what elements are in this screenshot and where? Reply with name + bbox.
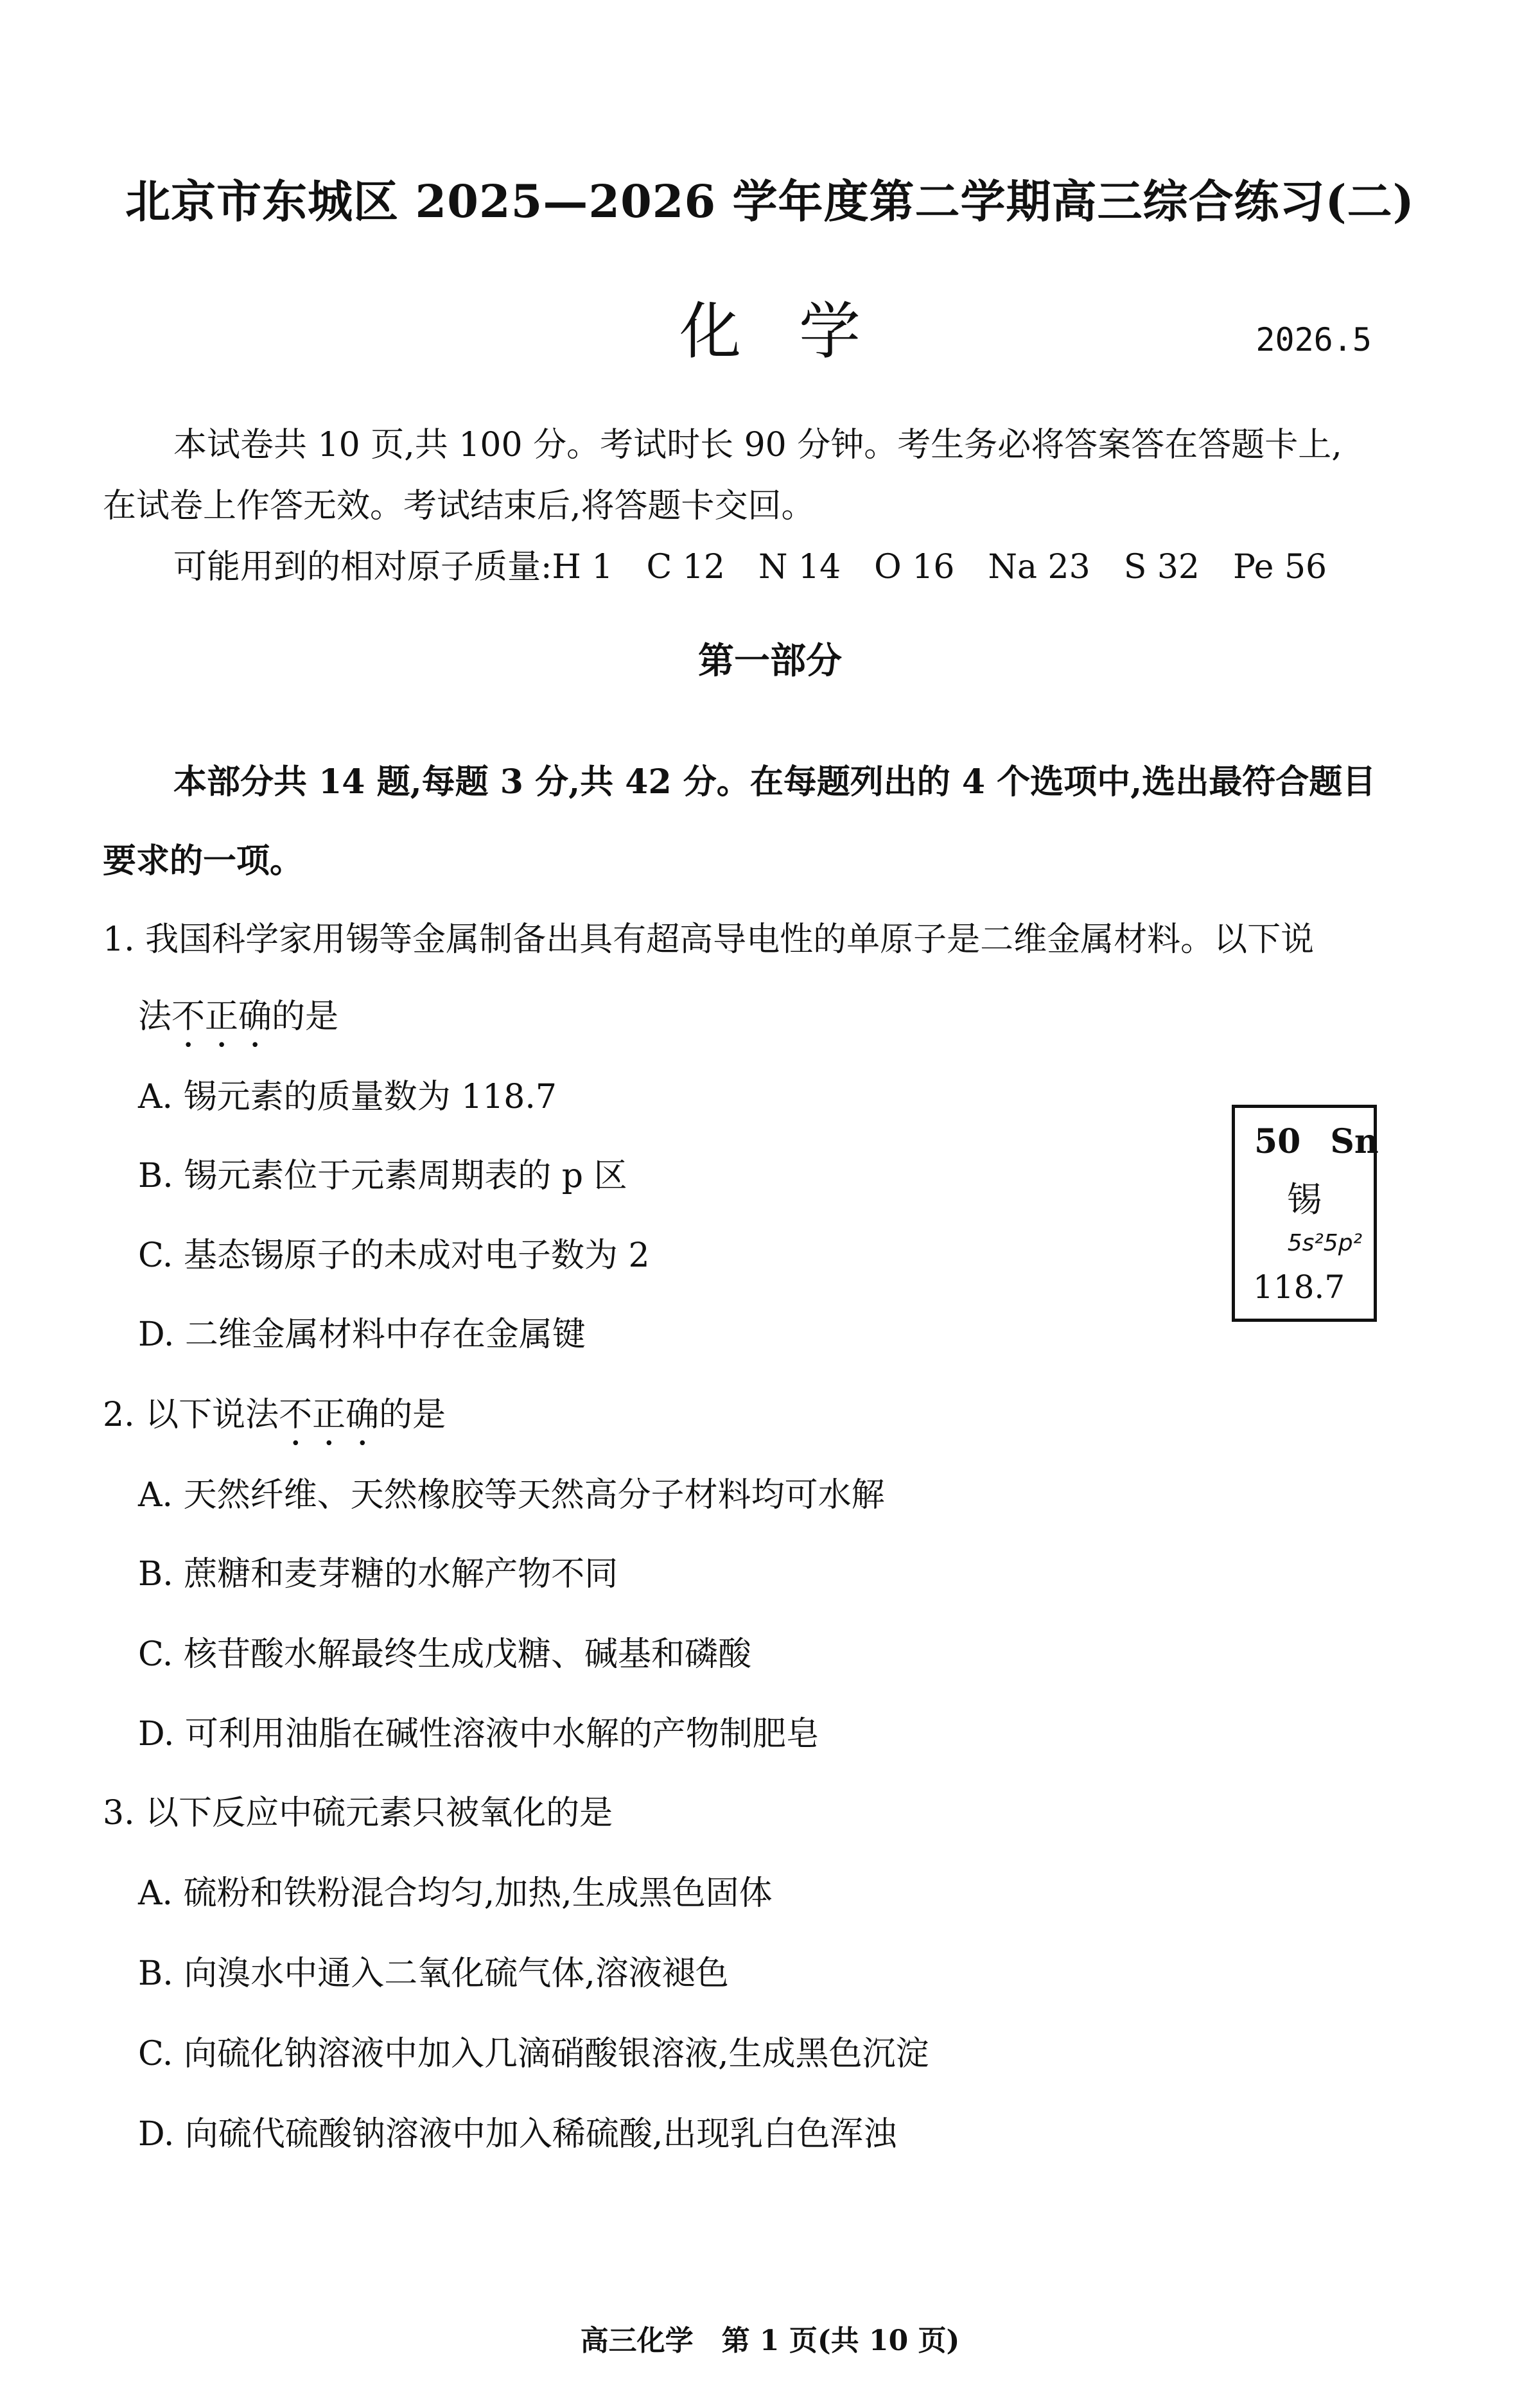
question-1-option-b: B. 锡元素位于元素周期表的 p 区: [138, 1157, 627, 1195]
element-card-header: [1254, 1122, 1379, 1161]
question-3-option-c: C. 向硫化钠溶液中加入几滴硝酸银溶液,生成黑色沉淀: [138, 2035, 929, 2073]
atomic-masses: 可能用到的相对原子质量:H 1 C 12 N 14 O 16 Na 23 S 32 Pe 56: [173, 548, 1327, 586]
question-1-stem-post: 的是: [272, 997, 339, 1036]
part-1-title: 第一部分: [698, 640, 842, 682]
exam-title: 北京市东城区 2025—2026 学年度第二学期高三综合练习(二): [125, 175, 1415, 228]
instructions-line-2: 在试卷上作答无效。考试结束后,将答题卡交回。: [103, 487, 815, 525]
element-name: 锡: [1287, 1179, 1322, 1220]
question-2-stem-pre: 2. 以下说法: [103, 1396, 279, 1434]
relative-atomic-mass: 118.7: [1253, 1269, 1345, 1306]
question-1-emphasis: 不正确: [171, 997, 272, 1036]
part-1-intro-line-1: 本部分共 14 题,每题 3 分,共 42 分。在每题列出的 4 个选项中,选出最符合题目: [173, 762, 1376, 802]
question-3-option-d: D. 向硫代硫酸钠溶液中加入稀硫酸,出现乳白色浑浊: [138, 2115, 897, 2154]
question-2-option-c: C. 核苷酸水解最终生成戊糖、碱基和磷酸: [138, 1635, 751, 1674]
question-1-stem-line-2: [138, 989, 338, 1055]
question-1-option-c: C. 基态锡原子的未成对电子数为 2: [138, 1236, 650, 1275]
question-2-option-b: B. 蔗糖和麦芽糖的水解产物不同: [138, 1555, 618, 1593]
exam-date: 2026.5: [1256, 321, 1372, 358]
question-2-emphasis: 不正确: [279, 1396, 380, 1434]
question-1-stem-pre: 法: [138, 997, 172, 1036]
page-footer: 高三化学 第 1 页(共 10 页): [580, 2324, 960, 2357]
question-1-option-a: A. 锡元素的质量数为 118.7: [138, 1078, 557, 1116]
tin-element-card: [1232, 1105, 1377, 1322]
element-symbol: Sn: [1330, 1122, 1379, 1161]
electron-configuration: 5s²5p²: [1287, 1230, 1362, 1256]
question-3-option-b: B. 向溴水中通入二氧化硫气体,溶液褪色: [138, 1954, 729, 1993]
question-2-option-a: A. 天然纤维、天然橡胶等天然高分子材料均可水解: [138, 1476, 885, 1514]
part-1-intro-line-2: 要求的一项。: [103, 841, 304, 881]
question-2-option-d: D. 可利用油脂在碱性溶液中水解的产物制肥皂: [138, 1715, 819, 1753]
question-2-stem-post: 的是: [379, 1396, 446, 1434]
instructions-line-1: 本试卷共 10 页,共 100 分。考试时长 90 分钟。考生务必将答案答在答题卡上,: [173, 426, 1342, 464]
atomic-number: 50: [1254, 1122, 1301, 1161]
subject-title: 化学: [679, 295, 918, 367]
question-1-option-d: D. 二维金属材料中存在金属键: [138, 1315, 586, 1354]
question-3-stem: 3. 以下反应中硫元素只被氧化的是: [103, 1794, 613, 1832]
question-2-stem: [103, 1387, 446, 1453]
question-3-option-a: A. 硫粉和铁粉混合均匀,加热,生成黑色固体: [138, 1874, 773, 1913]
question-1-stem-line-1: 1. 我国科学家用锡等金属制备出具有超高导电性的单原子是二维金属材料。以下说: [103, 920, 1315, 959]
